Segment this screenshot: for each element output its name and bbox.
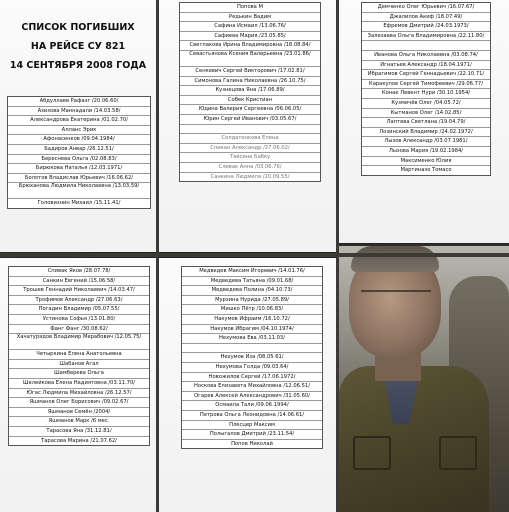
name-row: Хачатурядов Владимир Мерабович /12.05.75/: [9, 334, 149, 350]
heading-line-1: СПИСОК ПОГИБШИХ: [21, 22, 135, 33]
name-row: Спикан Александр /27.06.02/: [180, 144, 320, 154]
names-table-4: [8, 266, 150, 446]
name-row: Кытманов Олег /14.02.85/: [362, 109, 490, 119]
heading-line-2: НА РЕЙСЕ СУ 821: [30, 41, 126, 52]
memorial-sheet-2: [159, 0, 336, 252]
name-row: Попов Николай: [231, 440, 273, 447]
name-row: Лаптева Светлана /19.04.79/: [362, 118, 490, 128]
man-photo-area: [339, 246, 509, 512]
name-row: Иванова Ольга Николаевна /03.08.74/: [362, 51, 490, 61]
name-row: Плесцер Максим: [182, 421, 322, 431]
window-frame-horizontal: [0, 253, 509, 257]
name-row: Тайсина Бабку: [180, 153, 320, 163]
name-row: Носкова Елизавета Михайловна /12.06.51/: [182, 382, 322, 392]
name-row: [362, 41, 490, 51]
heading-line-3: 14 СЕНТЯБРЯ 2008 ГОДА: [9, 60, 147, 71]
name-row: Демченко Олег Юрьевич /16.07.67/: [362, 3, 490, 13]
name-row: Бирюкова Наталья /12.03.1971/: [8, 164, 150, 174]
name-row: Шабанов Агал: [9, 360, 149, 370]
name-row: Севастьянова Ксения Валерьевна /23.01.86/: [180, 51, 320, 67]
name-row: Лозинский Владимир /24.02.1972/: [362, 128, 490, 138]
memorial-sheet-title: [0, 0, 156, 252]
memorial-heading: [0, 22, 156, 71]
name-row: Нехумова Голда /09.03.64/: [182, 363, 322, 373]
name-row: Устинова Софья /13.01.80/: [9, 315, 149, 325]
name-row: Яшманов Марк /6 мес.: [9, 417, 149, 427]
name-row: Абдуллаев Рафаэг /20.06.60/: [8, 97, 150, 107]
memorial-sheet-4: [0, 258, 156, 512]
name-row: Медведева Полина /04.10.73/: [182, 286, 322, 296]
name-row: Санкин Евгений /15.06.58/: [9, 277, 149, 287]
name-row: Огарев Алексей Александрович /31.05.60/: [182, 392, 322, 402]
name-row: Яшманов Олег Борисович /09.02.67/: [9, 398, 149, 408]
name-row: Игнатьев Александр /18.04.1971/: [362, 61, 490, 71]
name-row: Югас Людмила Михайловна /26.12.57/: [9, 389, 149, 399]
name-row: Александрова Екатерина /01.02.70/: [8, 116, 150, 126]
name-row: Полыгалов Дмитрий /23.11.54/: [182, 430, 322, 440]
name-row: Лызов Александр /03.07.1981/: [362, 137, 490, 147]
name-row: Юдина Валерия Сергеевна /06.06.05/: [180, 105, 320, 115]
name-row: [180, 125, 320, 135]
jacket-pocket-left: [353, 436, 391, 470]
man-hair: [351, 246, 439, 272]
name-row: Брюханова Людмила Николаевна /13.03.59/: [8, 183, 150, 199]
name-row: Попова М: [180, 3, 320, 13]
name-row: Нехумов Иза /08.05.61/: [182, 353, 322, 363]
man-glasses: [361, 290, 431, 308]
name-row: Головизнин Михаил /15.11.41/: [37, 200, 121, 207]
name-row: Лызова Мария /19.02.1984/: [362, 147, 490, 157]
name-row: Светлакова Ирина Владимировна /18.08.84/: [180, 41, 320, 51]
name-row: Яшманов Семён /2004/: [9, 408, 149, 418]
name-row: Азизова Маннадали /14.03.58/: [8, 107, 150, 117]
name-row: Осмаила Тали /09.06.1994/: [182, 401, 322, 411]
name-row: Сливак Анна /03.06.76/: [180, 163, 320, 173]
name-row: Бадиров Анвар /26.12.51/: [8, 145, 150, 155]
name-row: Собек Кристиан: [180, 96, 320, 106]
name-row: Медведева Татьяна /09.01.68/: [182, 277, 322, 287]
name-row: Ефремов Дмитрий /24.03.1973/: [362, 22, 490, 32]
name-row: Юрин Сергей Иванович /03.05.67/: [180, 115, 320, 125]
name-row: Мишко Пётр /10.06.83/: [182, 305, 322, 315]
name-row: Накумов Ибрагим /04.10.1974/: [182, 325, 322, 335]
name-row: Кузмичёв Олег /04.05.72/: [362, 99, 490, 109]
name-row: Каракулов Сергей Тимофеевич /29.06.77/: [362, 80, 490, 90]
name-row: Сафиева Мария /23.05.85/: [180, 32, 320, 42]
name-row: Сенкевич Сергей Викторович /17.02.81/: [180, 67, 320, 77]
name-row: Шамберева Ольга: [9, 369, 149, 379]
name-row: Фанг Фанг /30.08.62/: [9, 325, 149, 335]
name-row: Береснева Ольга /02.08.83/: [8, 155, 150, 165]
name-row: [182, 344, 322, 354]
name-row: Редькин Вадим: [180, 13, 320, 23]
name-row: Медведев Максим Игоревич /14.01.76/: [182, 267, 322, 277]
name-row: Шелейкова Елена Надиятовна /03.11.70/: [9, 379, 149, 389]
names-table-5: [181, 266, 323, 449]
name-row: Афонасенков /09.04.1984/: [8, 135, 150, 145]
names-table-2: [179, 2, 321, 182]
name-row: Залезаева Ольга Владимировна /22.11.80/: [362, 32, 490, 42]
name-row: Сафина Исмаил /13.06.76/: [180, 22, 320, 32]
name-row: Кузнецова Яна /17.06.89/: [180, 86, 320, 96]
memorial-sheet-5: [159, 258, 336, 512]
name-row: Конак Левент Нури /30.10.1954/: [362, 89, 490, 99]
name-row: Мартинаэо Томасо: [400, 167, 452, 174]
name-row: Погадин Владимир /05.07.55/: [9, 305, 149, 315]
name-row: Спивак Яков /28.07.78/: [9, 267, 149, 277]
names-table-1: [7, 96, 151, 209]
name-row: Мурзина Нурида /27.05.89/: [182, 296, 322, 306]
name-row: Четыркина Елена Анатольевна: [9, 350, 149, 360]
name-row: Трофимов Александр /27.06.63/: [9, 296, 149, 306]
name-row: Накумов Ифраим /16.10.72/: [182, 315, 322, 325]
name-row: Трошев Геннадий Николаевич /14.03.47/: [9, 286, 149, 296]
name-row: Максименко Юлия: [362, 157, 490, 167]
names-table-3: [361, 2, 491, 176]
name-row: Тарасова Марина /21.07.62/: [41, 437, 117, 444]
name-row: Петрова Ольга Леонидовна /14.06.61/: [182, 411, 322, 421]
name-row: Ибрагимов Сергей Геннадьевич /22.10.71/: [362, 70, 490, 80]
name-row: Новожилов Сергей /17.06.1972/: [182, 373, 322, 383]
name-row: Джалилов Акиф /18.07.49/: [362, 13, 490, 23]
name-row: Нехумова Ева /03.11.03/: [182, 334, 322, 344]
memorial-sheet-3: [339, 0, 509, 243]
name-row: Санкина Людмила /20.09.55/: [210, 173, 290, 180]
name-row: Алланс Эрик: [8, 126, 150, 136]
name-row: Симонова Галина Николаевна /26.10.75/: [180, 77, 320, 87]
jacket-pocket-right: [439, 436, 477, 470]
name-row: Солдатенкова Елена: [180, 134, 320, 144]
name-row: Тарасова Яна /31.12.81/: [9, 427, 149, 437]
name-row: Болотов Владислав Юрьевич /16.06.62/: [8, 174, 150, 184]
